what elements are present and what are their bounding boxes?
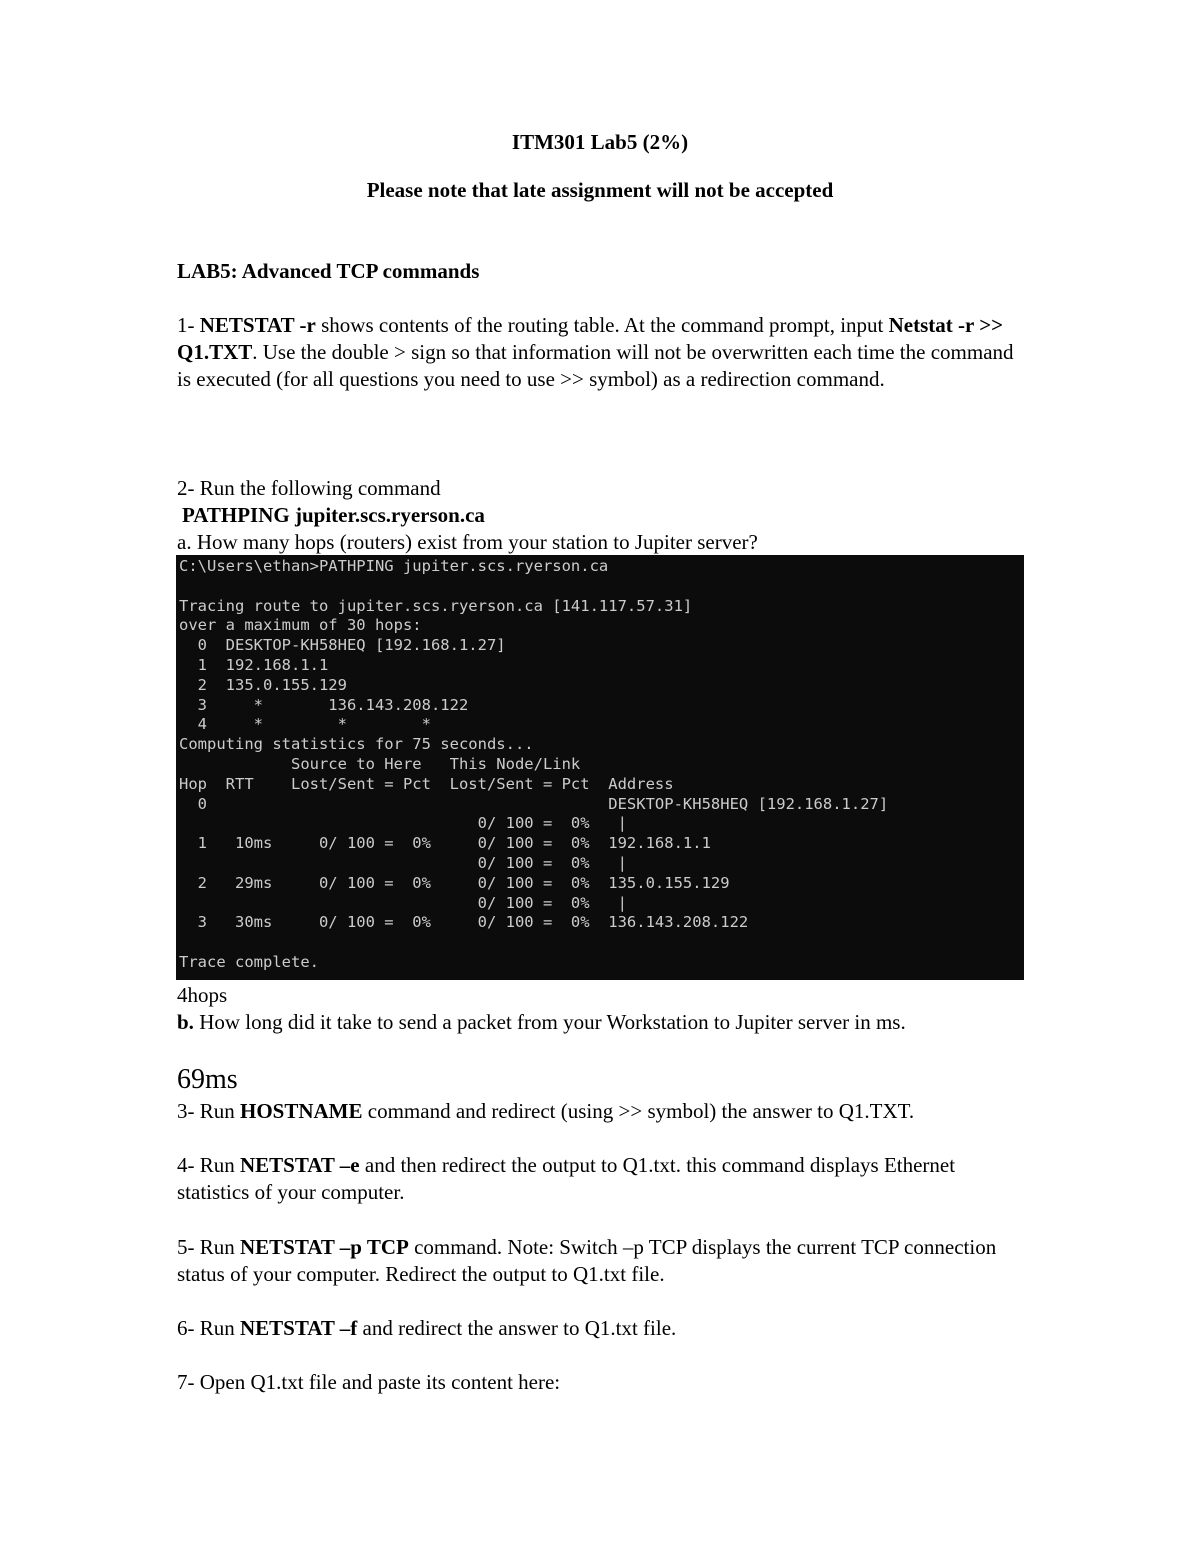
answer-a: 4hops <box>177 983 228 1007</box>
terminal-line: 1 192.168.1.1 <box>179 655 329 674</box>
lab-heading: LAB5: Advanced TCP commands <box>177 259 480 283</box>
q2-sub-a: a. How many hops (routers) exist from your station to Jupiter server? <box>177 530 758 554</box>
q2-sub-b-text: How long did it take to send a packet from your Workstation to Jupiter server in ms. <box>193 1010 906 1034</box>
question-4 <box>177 1152 1027 1206</box>
question-7: 7- Open Q1.txt file and paste its content here: <box>177 1370 561 1394</box>
q2-sub-b-label: b. <box>177 1010 194 1034</box>
q1-command: NETSTAT -r <box>199 313 316 337</box>
terminal-line: Computing statistics for 75 seconds... <box>179 735 534 754</box>
q1-prefix: 1- <box>177 313 200 337</box>
terminal-line: 0/ 100 = 0% | <box>179 893 627 912</box>
q6-text: and redirect the answer to Q1.txt file. <box>357 1316 677 1340</box>
q3-prefix: 3- Run <box>177 1099 240 1123</box>
terminal-line: 0 DESKTOP-KH58HEQ [192.168.1.27] <box>179 794 889 813</box>
answer-b: 69ms <box>177 1064 238 1095</box>
terminal-line: Tracing route to jupiter.scs.ryerson.ca [141.117.57.31] <box>179 596 693 615</box>
q3-command: HOSTNAME <box>240 1099 363 1123</box>
terminal-line: 0 DESKTOP-KH58HEQ [192.168.1.27] <box>179 636 506 655</box>
page-title: ITM301 Lab5 (2%) <box>511 130 689 154</box>
terminal-line: 3 30ms 0/ 100 = 0% 0/ 100 = 0% 136.143.208.122 <box>179 913 749 932</box>
q1-text-a: shows contents of the routing table. At the command prompt, input <box>315 313 889 337</box>
terminal-line: Hop RTT Lost/Sent = Pct Lost/Sent = Pct Address <box>179 774 674 793</box>
late-notice: Please note that late assignment will not be accepted <box>366 178 834 202</box>
q6-command: NETSTAT –f <box>240 1316 358 1340</box>
terminal-line: 2 29ms 0/ 100 = 0% 0/ 100 = 0% 135.0.155.129 <box>179 873 730 892</box>
q5-text: command. Note: Switch –p TCP displays the current TCP connection status of your computer. Redirect the output to Q1.txt file. <box>177 1235 997 1286</box>
q4-command: NETSTAT –e <box>240 1153 360 1177</box>
terminal-line: 3 * 136.143.208.122 <box>179 695 469 714</box>
question-5 <box>177 1234 1027 1288</box>
q2-sub-b <box>177 1009 906 1036</box>
terminal-line: 4 * * * <box>179 715 431 734</box>
terminal-line: Source to Here This Node/Link <box>179 754 581 773</box>
q5-command: NETSTAT –p TCP <box>240 1235 409 1259</box>
question-3 <box>177 1098 1027 1125</box>
q4-text: and then redirect the output to Q1.txt. this command displays Ethernet statistics of your computer. <box>177 1153 956 1204</box>
q3-text: command and redirect (using >> symbol) the answer to Q1.TXT. <box>362 1099 915 1123</box>
terminal-line: 0/ 100 = 0% | <box>179 814 627 833</box>
question-1 <box>177 312 1027 393</box>
terminal-output <box>176 555 1024 973</box>
terminal-line: 2 135.0.155.129 <box>179 675 347 694</box>
terminal-screenshot <box>176 555 1024 980</box>
q5-prefix: 5- Run <box>177 1235 240 1259</box>
q1-command-2: Netstat -r >> Q1.TXT <box>177 313 1004 364</box>
q1-text-b: . Use the double > sign so that information will not be overwritten each time the command is executed (for all questions you need to use >> symbol) as a redirection command. <box>177 340 1014 391</box>
q4-prefix: 4- Run <box>177 1153 240 1177</box>
q2-intro: 2- Run the following command <box>177 476 441 500</box>
terminal-line: C:\Users\ethan>PATHPING jupiter.scs.ryerson.ca <box>179 557 609 575</box>
question-6 <box>177 1315 1027 1342</box>
terminal-line: Trace complete. <box>179 952 319 971</box>
terminal-line: 1 10ms 0/ 100 = 0% 0/ 100 = 0% 192.168.1.1 <box>179 834 711 853</box>
terminal-line: 0/ 100 = 0% | <box>179 853 627 872</box>
q2-command: PATHPING jupiter.scs.ryerson.ca <box>182 503 485 527</box>
terminal-line: over a maximum of 30 hops: <box>179 616 422 635</box>
q6-prefix: 6- Run <box>177 1316 240 1340</box>
